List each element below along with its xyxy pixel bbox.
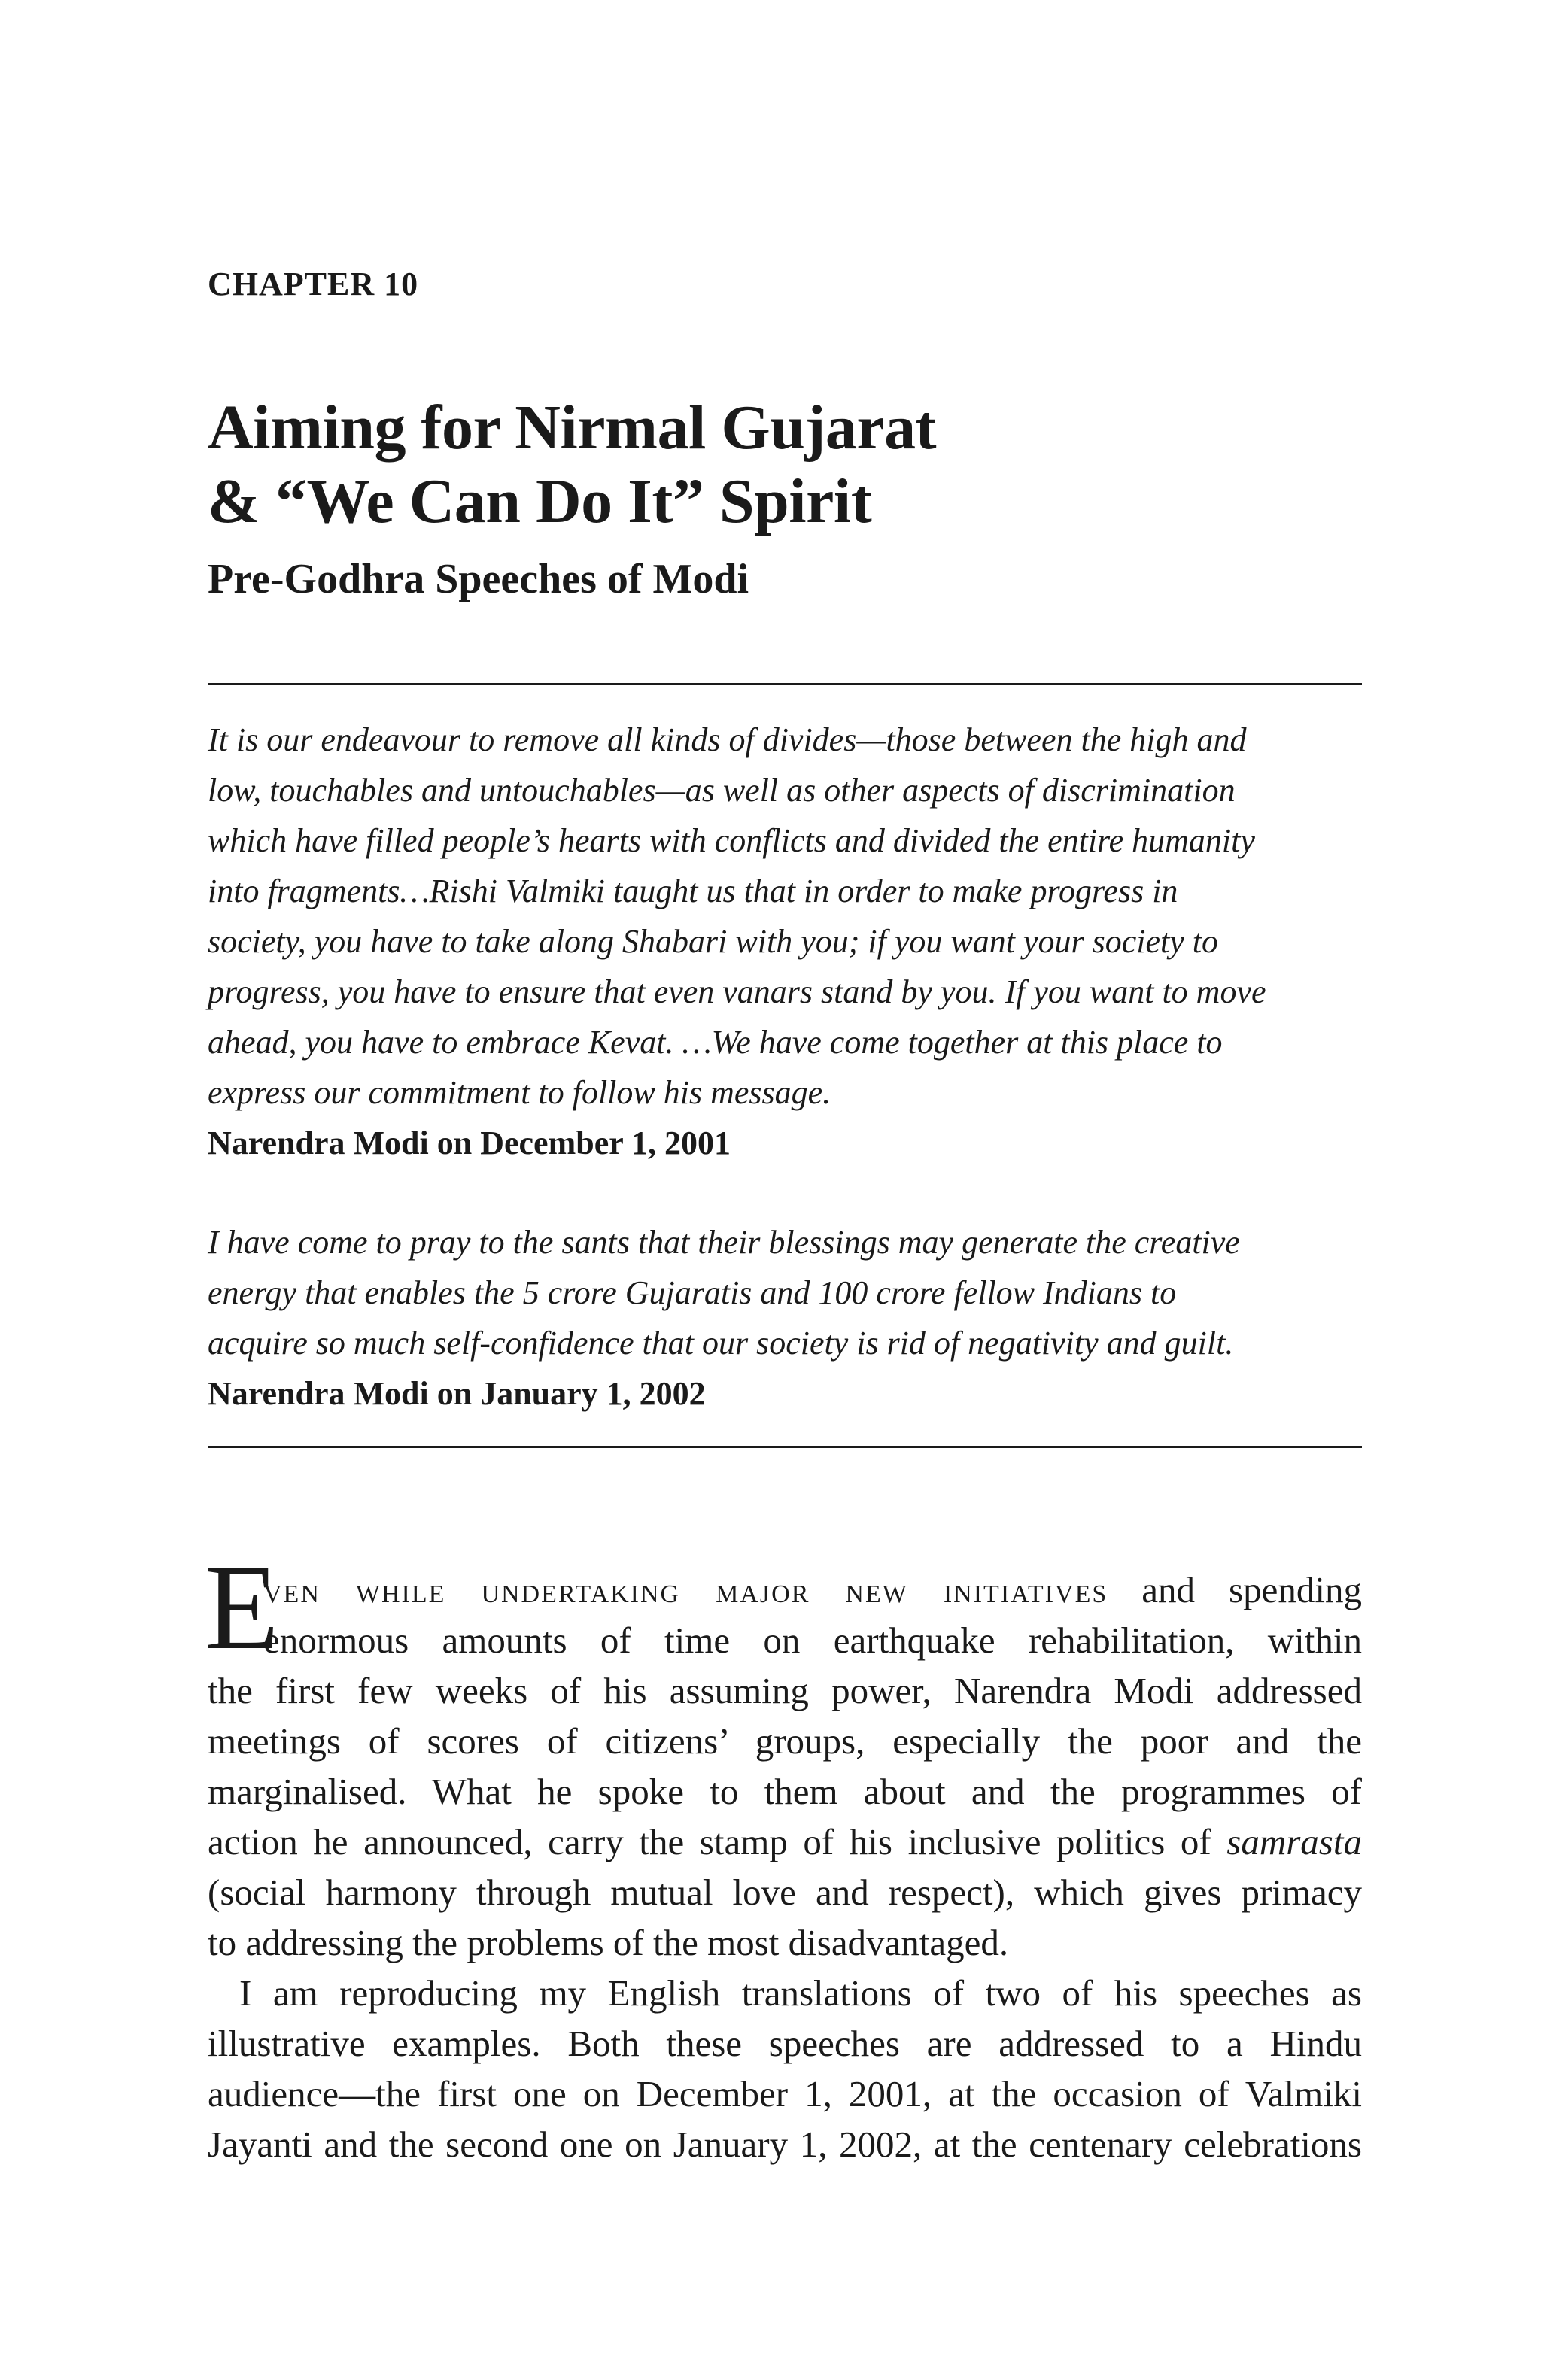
body-line: I am reproducing my English translations of two of his speeches as bbox=[239, 1972, 1362, 2014]
epigraph-top-rule bbox=[208, 683, 1362, 685]
body-line: illustrative examples. Both these speeches are addressed to a Hindu bbox=[208, 2023, 1362, 2064]
body-line: audience—the first one on December 1, 2001, at the occasion of Valmiki bbox=[208, 2073, 1362, 2114]
quote-line: energy that enables the 5 crore Gujaratis and 100 crore fellow Indians to bbox=[208, 1274, 1177, 1311]
body-line bbox=[208, 1817, 1362, 1867]
body-line bbox=[208, 1565, 1362, 1615]
quote-line: ahead, you have to embrace Kevat. …We have come together at this place to bbox=[208, 1024, 1223, 1061]
chapter-label: CHAPTER 10 bbox=[208, 266, 419, 302]
quote-line: low, touchables and untouchables—as well as other aspects of discrimination bbox=[208, 772, 1236, 809]
chapter-title bbox=[208, 391, 936, 539]
epigraph-1-attribution: Narendra Modi on December 1, 2001 bbox=[208, 1125, 731, 1161]
chapter-title-line-2: & “We Can Do It” Spirit bbox=[208, 466, 872, 536]
epigraph-bottom-rule bbox=[208, 1446, 1362, 1448]
quote-line: into fragments…Rishi Valmiki taught us that in order to make progress in bbox=[208, 873, 1178, 909]
opening-smallcaps: ven while undertaking major new initiatives bbox=[263, 1569, 1108, 1610]
epigraph-1 bbox=[208, 715, 1362, 1168]
italic-term: samrasta bbox=[1226, 1821, 1362, 1862]
epigraph-2 bbox=[208, 1217, 1362, 1419]
body-line-text: action he announced, carry the stamp of his inclusive politics of bbox=[208, 1821, 1227, 1862]
drop-cap: E bbox=[205, 1541, 279, 1675]
body-line-rest: and spending bbox=[1108, 1569, 1362, 1610]
body-line: to addressing the problems of the most disadvantaged. bbox=[208, 1922, 1009, 1963]
quote-line: express our commitment to follow his message. bbox=[208, 1074, 831, 1111]
epigraph-2-quote bbox=[208, 1217, 1362, 1368]
quote-line: acquire so much self-confidence that our society is rid of negativity and guilt. bbox=[208, 1325, 1234, 1362]
body-line: Jayanti and the second one on January 1, 2002, at the centenary celebrations bbox=[208, 2123, 1362, 2165]
body-line: (social harmony through mutual love and respect), which gives primacy bbox=[208, 1872, 1362, 1913]
body-line: meetings of scores of citizens’ groups, especially the poor and the bbox=[208, 1720, 1362, 1762]
body-line: enormous amounts of time on earthquake rehabilitation, within bbox=[263, 1620, 1362, 1661]
quote-line: society, you have to take along Shabari with you; if you want your society to bbox=[208, 923, 1218, 960]
epigraph-1-quote bbox=[208, 715, 1362, 1118]
epigraph-2-attribution: Narendra Modi on January 1, 2002 bbox=[208, 1375, 706, 1412]
body-line: marginalised. What he spoke to them about and the programmes of bbox=[208, 1771, 1362, 1812]
quote-line: progress, you have to ensure that even vanars stand by you. If you want to move bbox=[208, 973, 1266, 1010]
quote-line: I have come to pray to the sants that their blessings may generate the creative bbox=[208, 1224, 1240, 1261]
quote-line: which have filled people’s hearts with conflicts and divided the entire humanity bbox=[208, 822, 1255, 859]
body-line: the first few weeks of his assuming power, Narendra Modi addressed bbox=[208, 1670, 1362, 1711]
chapter-subtitle: Pre-Godhra Speeches of Modi bbox=[208, 556, 749, 603]
chapter-title-line-1: Aiming for Nirmal Gujarat bbox=[208, 393, 937, 463]
quote-line: It is our endeavour to remove all kinds of divides—those between the high and bbox=[208, 721, 1247, 758]
body-text bbox=[208, 1565, 1362, 2169]
